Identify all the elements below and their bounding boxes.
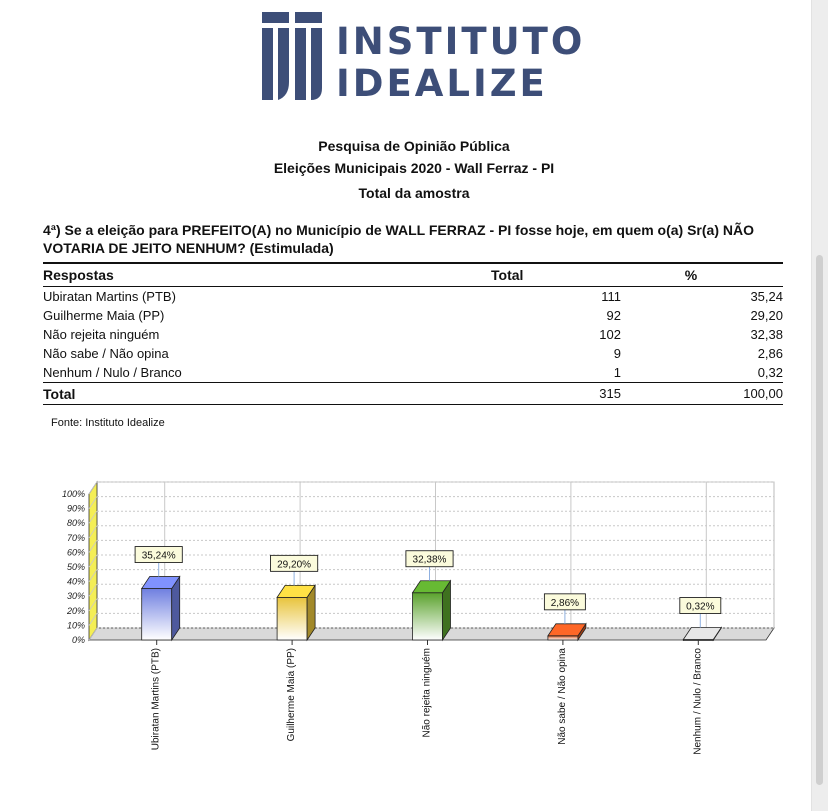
results-table <box>43 262 783 405</box>
row-answer: Nenhum / Nulo / Branco <box>43 365 182 380</box>
total-label: Total <box>43 383 491 405</box>
y-tick-label: 100% <box>61 489 85 499</box>
y-tick-label: 80% <box>66 518 85 529</box>
row-answer: Não sabe / Não opina <box>43 346 169 361</box>
source-note: Fonte: Instituto Idealize <box>51 417 165 429</box>
row-percent: 2,86 <box>757 346 783 361</box>
row-answer: Ubiratan Martins (PTB) <box>43 289 176 304</box>
y-tick-label: 30% <box>66 591 85 602</box>
bar <box>413 593 443 640</box>
table-header-row <box>43 263 783 287</box>
x-tick-label: Nenhum / Nulo / Branco <box>692 648 704 755</box>
logo-mark-icon <box>262 12 324 100</box>
total-count: 315 <box>491 383 621 405</box>
report-title: Pesquisa de Opinião Pública <box>318 138 510 154</box>
x-tick-label: Não sabe / Não opina <box>556 648 568 745</box>
bar <box>277 597 307 640</box>
total-percent: 100,00 <box>621 383 783 405</box>
x-tick-label: Não rejeita ninguém <box>421 648 433 738</box>
row-total: 111 <box>601 289 621 304</box>
row-percent: 0,32 <box>757 365 783 380</box>
data-label: 35,24% <box>141 550 176 562</box>
table-row <box>43 306 783 325</box>
vertical-scrollbar[interactable] <box>811 0 828 811</box>
table-row <box>43 363 783 383</box>
header-percent: % <box>621 263 783 287</box>
row-total: 9 <box>613 346 621 361</box>
data-label: 2,86% <box>550 597 580 609</box>
row-percent: 29,20 <box>750 308 783 323</box>
data-label: 32,38% <box>412 554 447 566</box>
table-row <box>43 344 783 363</box>
report-subtitle: Eleições Municipais 2020 - Wall Ferraz - PI <box>273 160 555 176</box>
y-tick-label: 50% <box>66 562 85 572</box>
scrollbar-thumb[interactable] <box>816 255 823 785</box>
sample-label: Total da amostra <box>358 185 470 201</box>
row-answer: Guilherme Maia (PP) <box>43 308 165 323</box>
logo-text-line2: IDEALIZE <box>336 62 548 105</box>
data-label: 29,20% <box>277 559 312 571</box>
header-total: Total <box>491 263 621 287</box>
y-tick-label: 90% <box>66 503 85 514</box>
y-tick-label: 20% <box>66 605 85 616</box>
row-answer: Não rejeita ninguém <box>43 327 160 342</box>
row-percent: 32,38 <box>750 327 783 342</box>
table-total-row <box>43 383 783 405</box>
bar <box>142 589 172 640</box>
bar <box>548 636 578 640</box>
logo <box>262 12 586 105</box>
row-total: 1 <box>613 365 621 380</box>
y-tick-label: 70% <box>66 532 85 543</box>
y-tick-label: 60% <box>66 547 85 558</box>
y-tick-label: 40% <box>66 576 85 587</box>
table-row <box>43 325 783 344</box>
y-tick-label: 10% <box>66 620 85 631</box>
row-percent: 35,24 <box>750 289 783 304</box>
table-row <box>43 287 783 307</box>
logo-text-line1: INSTITUTO <box>336 20 586 63</box>
data-label: 0,32% <box>686 601 715 613</box>
y-tick-label: 0% <box>71 635 85 645</box>
x-tick-label: Ubiratan Martins (PTB) <box>150 648 162 751</box>
row-total: 102 <box>599 327 621 342</box>
x-tick-label: Guilherme Maia (PP) <box>286 648 298 742</box>
question-text: 4ª) Se a eleição para PREFEITO(A) no Município de WALL FERRAZ - PI fosse hoje, em quem o(a) Sr(a) NÃO VOTARIA DE JEITO NENHUM? (Estimulada) <box>43 222 754 256</box>
header-answers: Respostas <box>43 263 491 287</box>
row-total: 92 <box>606 308 621 323</box>
bar-chart <box>0 460 812 780</box>
